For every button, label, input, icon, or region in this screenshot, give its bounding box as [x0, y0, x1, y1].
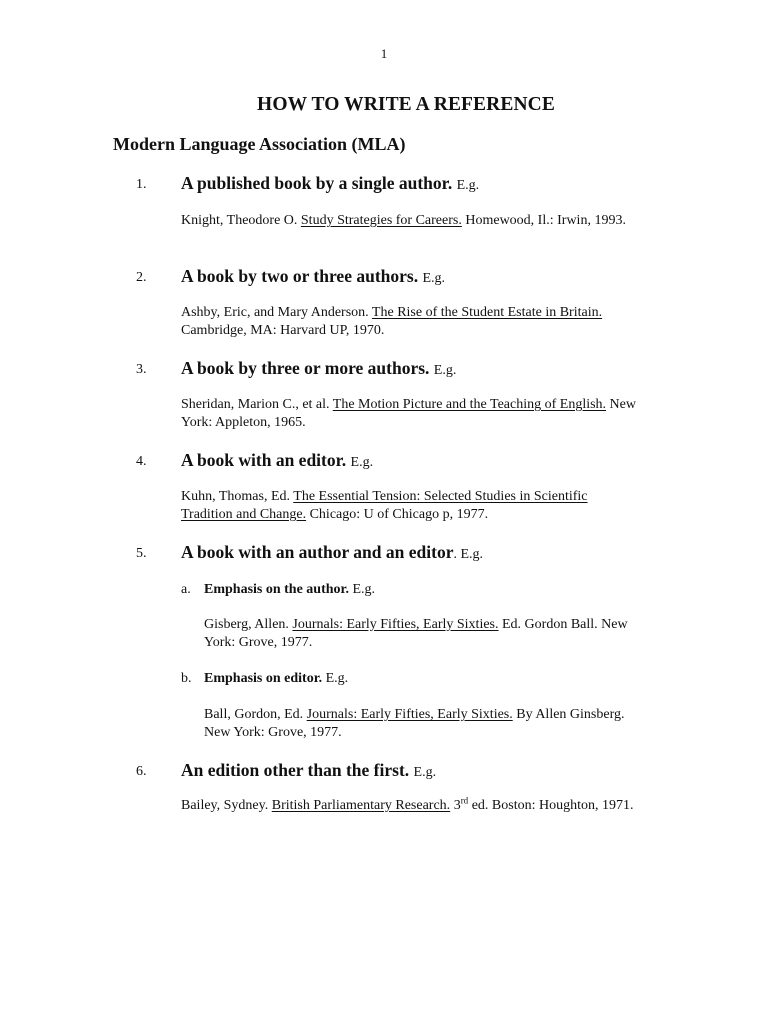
entry-heading-text: A book by three or more authors.: [181, 358, 430, 378]
reference-authors: Bailey, Sydney.: [181, 798, 272, 813]
entry-heading-text: A book by two or three authors.: [181, 266, 419, 286]
reference-authors: Kuhn, Thomas, Ed.: [181, 489, 294, 504]
reference-title: The Rise of the Student Estate in Britain.: [371, 305, 603, 320]
entry-heading-text: A book with an editor.: [181, 450, 347, 470]
entry-number: 1.: [136, 177, 147, 192]
sub-entry-heading: [204, 582, 375, 598]
reference-title: Journals: Early Fifties, Early Sixties.: [306, 707, 513, 722]
ordinal-suffix: rd: [460, 795, 469, 806]
entry-number: 5.: [136, 546, 147, 561]
entry-number: 2.: [136, 270, 147, 285]
reference-authors: Ball, Gordon, Ed.: [204, 707, 307, 722]
eg-label: E.g.: [460, 547, 484, 562]
reference-publication: New York: Appleton, 1965.: [181, 397, 636, 430]
eg-label: E.g.: [352, 582, 376, 597]
reference-entry: [181, 212, 641, 230]
eg-label: E.g.: [456, 178, 480, 193]
entry-heading: [181, 450, 373, 471]
reference-publication: ed. Boston: Houghton, 1971.: [468, 798, 634, 813]
reference-entry: [204, 706, 644, 742]
reference-publication: Ed. Gordon Ball. New York: Grove, 1977.: [204, 617, 628, 650]
edition-number: 3: [450, 798, 461, 813]
entry-heading-text: A published book by a single author.: [181, 173, 453, 193]
reference-entry: [181, 396, 641, 432]
eg-label: E.g.: [325, 671, 349, 686]
reference-publication: Cambridge, MA: Harvard UP, 1970.: [181, 323, 385, 338]
entry-number: 4.: [136, 454, 147, 469]
reference-publication: Chicago: U of Chicago p, 1977.: [306, 507, 489, 522]
reference-title: Study Strategies for Careers.: [300, 213, 462, 228]
reference-entry: [204, 616, 644, 652]
entry-number: 6.: [136, 764, 147, 779]
sub-entry-letter: b.: [181, 671, 192, 686]
reference-title: The Essential Tension: Selected Studies in Scientific Tradition and Change.: [181, 489, 588, 522]
section-heading: Modern Language Association (MLA): [113, 134, 406, 154]
document-title: HOW TO WRITE A REFERENCE: [257, 94, 555, 115]
reference-title: British Parliamentary Research.: [271, 798, 451, 813]
sub-entry-letter: a.: [181, 582, 191, 597]
sub-entry-heading-text: Emphasis on the author.: [204, 582, 349, 597]
reference-title: Journals: Early Fifties, Early Sixties.: [292, 617, 499, 632]
entry-heading-text: A book with an author and an editor: [181, 542, 454, 562]
reference-title: The Motion Picture and the Teaching of English.: [332, 397, 607, 412]
entry-number: 3.: [136, 362, 147, 377]
eg-label: E.g.: [433, 363, 457, 378]
page-number: 1: [380, 46, 388, 61]
eg-label: E.g.: [413, 765, 437, 780]
reference-entry: [181, 304, 641, 340]
reference-entry: [181, 488, 641, 524]
entry-heading: [181, 760, 436, 781]
entry-heading: [181, 173, 479, 194]
reference-authors: Sheridan, Marion C., et al.: [181, 397, 333, 412]
sub-entry-heading: [204, 671, 348, 687]
entry-heading: [181, 266, 445, 287]
reference-authors: Knight, Theodore O.: [181, 213, 301, 228]
reference-publication: Homewood, Il.: Irwin, 1993.: [461, 213, 626, 228]
eg-label: E.g.: [350, 455, 374, 470]
entry-heading: A book with an author and an editor. E.g.: [181, 542, 484, 562]
reference-authors: Ashby, Eric, and Mary Anderson.: [181, 305, 372, 320]
entry-heading-text: An edition other than the first.: [181, 760, 410, 780]
reference-publication: By Allen Ginsberg. New York: Grove, 1977.: [204, 707, 625, 740]
sub-entry-heading-text: Emphasis on editor.: [204, 671, 323, 686]
eg-label: E.g.: [422, 271, 446, 286]
reference-authors: Gisberg, Allen.: [204, 617, 293, 632]
entry-heading: [181, 358, 456, 379]
reference-entry: [181, 797, 641, 815]
